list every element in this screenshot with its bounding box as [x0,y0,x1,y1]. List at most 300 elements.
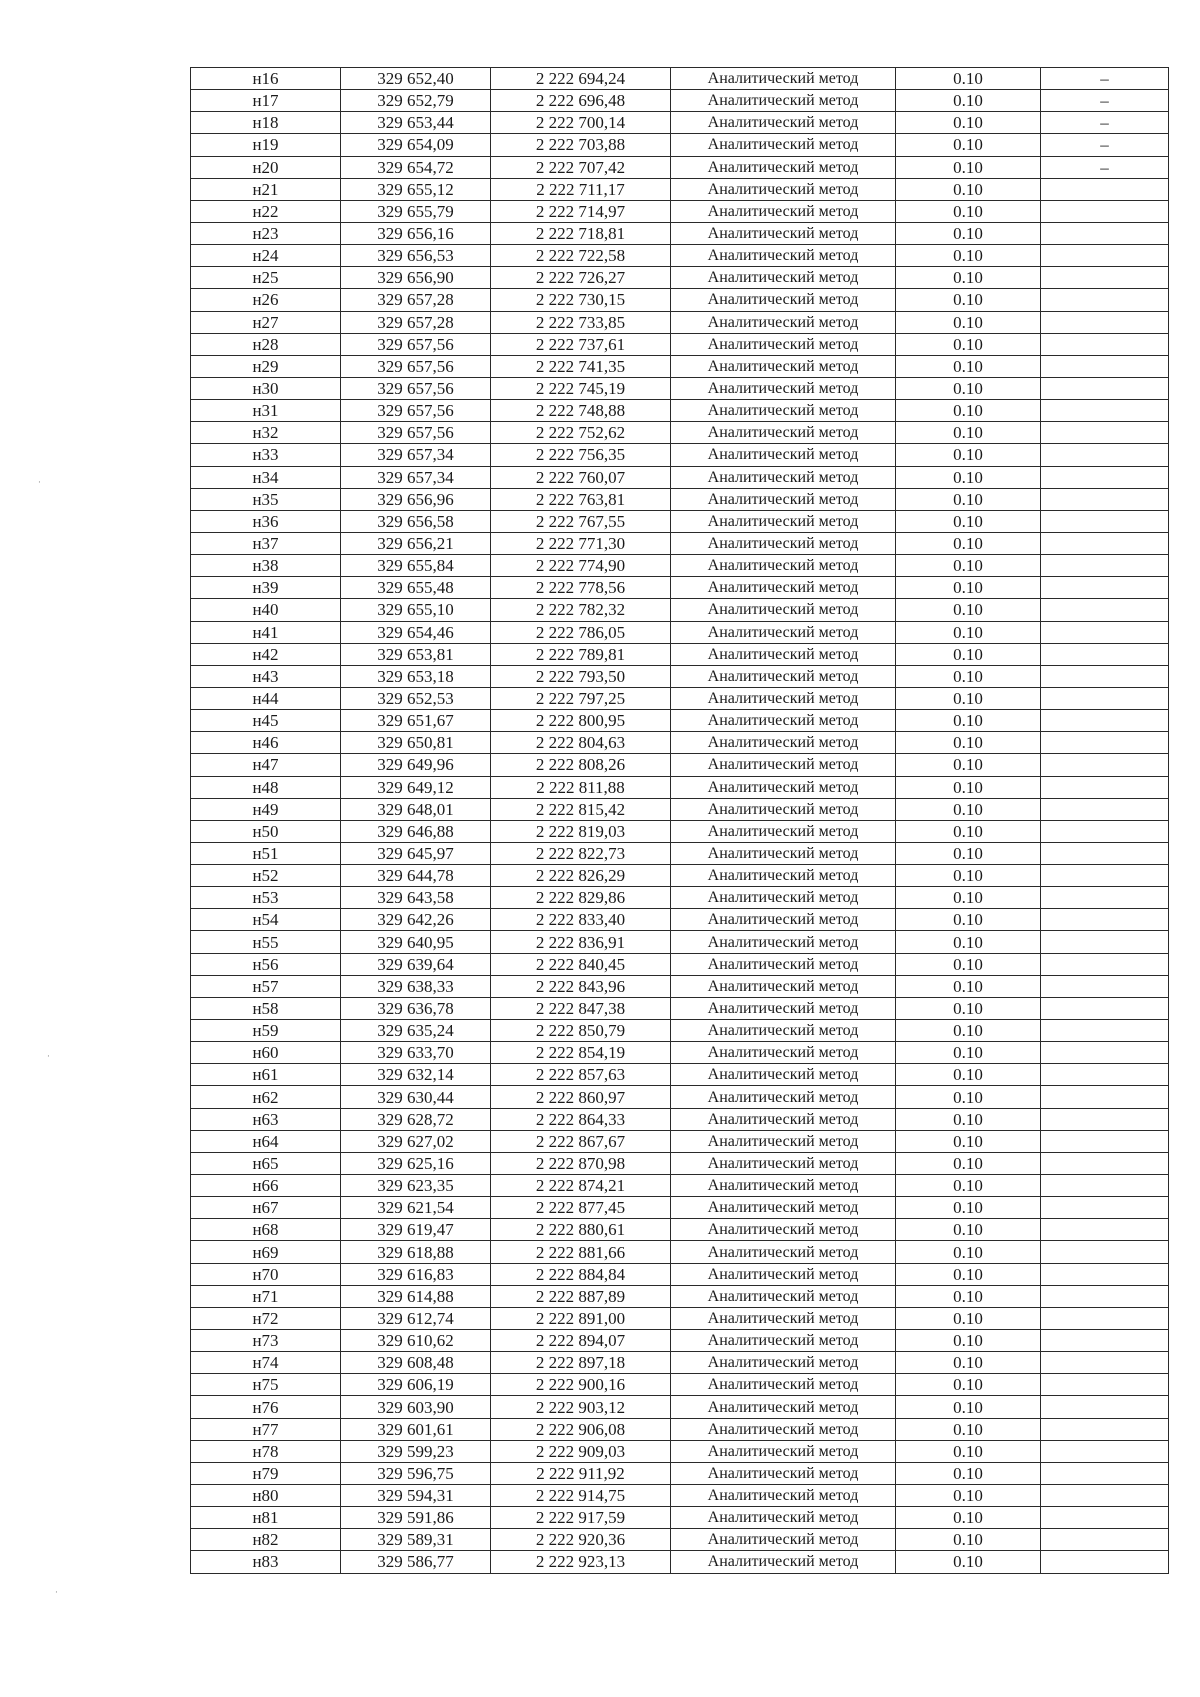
table-row [191,887,1169,909]
accuracy-cell: 0.10 [896,400,1041,422]
table-row [191,488,1169,510]
accuracy-cell: 0.10 [896,178,1041,200]
table-row [191,1219,1169,1241]
note-cell [1041,577,1169,599]
x-coordinate-cell: 329 652,40 [341,68,491,90]
accuracy-cell: 0.10 [896,1440,1041,1462]
point-number-cell: н54 [191,909,341,931]
table-row [191,865,1169,887]
accuracy-cell: 0.10 [896,355,1041,377]
x-coordinate-cell: 329 653,44 [341,112,491,134]
x-coordinate-cell: 329 657,56 [341,377,491,399]
method-cell: Аналитический метод [671,820,896,842]
point-number-cell: н17 [191,90,341,112]
x-coordinate-cell: 329 636,78 [341,997,491,1019]
x-coordinate-cell: 329 627,02 [341,1130,491,1152]
point-number-cell: н21 [191,178,341,200]
x-coordinate-cell: 329 656,90 [341,267,491,289]
note-cell [1041,289,1169,311]
x-coordinate-cell: 329 655,10 [341,599,491,621]
y-coordinate-cell: 2 222 881,66 [491,1241,671,1263]
x-coordinate-cell: 329 655,84 [341,555,491,577]
point-number-cell: н46 [191,732,341,754]
point-number-cell: н65 [191,1152,341,1174]
point-number-cell: н38 [191,555,341,577]
accuracy-cell: 0.10 [896,1152,1041,1174]
y-coordinate-cell: 2 222 840,45 [491,953,671,975]
x-coordinate-cell: 329 610,62 [341,1330,491,1352]
note-cell [1041,1086,1169,1108]
method-cell: Аналитический метод [671,355,896,377]
note-cell [1041,267,1169,289]
y-coordinate-cell: 2 222 923,13 [491,1551,671,1573]
point-number-cell: н76 [191,1396,341,1418]
x-coordinate-cell: 329 657,28 [341,311,491,333]
note-cell [1041,754,1169,776]
table-row [191,333,1169,355]
accuracy-cell: 0.10 [896,643,1041,665]
x-coordinate-cell: 329 640,95 [341,931,491,953]
method-cell: Аналитический метод [671,1152,896,1174]
method-cell: Аналитический метод [671,776,896,798]
method-cell: Аналитический метод [671,1396,896,1418]
accuracy-cell: 0.10 [896,621,1041,643]
note-cell [1041,1529,1169,1551]
note-cell [1041,333,1169,355]
accuracy-cell: 0.10 [896,488,1041,510]
point-number-cell: н56 [191,953,341,975]
x-coordinate-cell: 329 603,90 [341,1396,491,1418]
method-cell: Аналитический метод [671,311,896,333]
accuracy-cell: 0.10 [896,134,1041,156]
note-cell: – [1041,156,1169,178]
method-cell: Аналитический метод [671,1175,896,1197]
accuracy-cell: 0.10 [896,532,1041,554]
table-row [191,555,1169,577]
accuracy-cell: 0.10 [896,1064,1041,1086]
table-row [191,842,1169,864]
point-number-cell: н64 [191,1130,341,1152]
y-coordinate-cell: 2 222 800,95 [491,710,671,732]
accuracy-cell: 0.10 [896,710,1041,732]
y-coordinate-cell: 2 222 847,38 [491,997,671,1019]
y-coordinate-cell: 2 222 914,75 [491,1485,671,1507]
y-coordinate-cell: 2 222 703,88 [491,134,671,156]
y-coordinate-cell: 2 222 752,62 [491,422,671,444]
point-number-cell: н36 [191,510,341,532]
note-cell [1041,1551,1169,1573]
accuracy-cell: 0.10 [896,289,1041,311]
note-cell [1041,488,1169,510]
y-coordinate-cell: 2 222 822,73 [491,842,671,864]
accuracy-cell: 0.10 [896,68,1041,90]
method-cell: Аналитический метод [671,599,896,621]
y-coordinate-cell: 2 222 857,63 [491,1064,671,1086]
point-number-cell: н66 [191,1175,341,1197]
note-cell [1041,953,1169,975]
table-row [191,621,1169,643]
table-row [191,909,1169,931]
table-row [191,820,1169,842]
table-row [191,1175,1169,1197]
table-row [191,400,1169,422]
accuracy-cell: 0.10 [896,466,1041,488]
table-row [191,245,1169,267]
y-coordinate-cell: 2 222 897,18 [491,1352,671,1374]
x-coordinate-cell: 329 633,70 [341,1042,491,1064]
table-row [191,134,1169,156]
note-cell [1041,798,1169,820]
y-coordinate-cell: 2 222 760,07 [491,466,671,488]
note-cell [1041,1418,1169,1440]
accuracy-cell: 0.10 [896,599,1041,621]
accuracy-cell: 0.10 [896,1352,1041,1374]
point-number-cell: н69 [191,1241,341,1263]
method-cell: Аналитический метод [671,1462,896,1484]
point-number-cell: н25 [191,267,341,289]
point-number-cell: н49 [191,798,341,820]
point-number-cell: н31 [191,400,341,422]
y-coordinate-cell: 2 222 756,35 [491,444,671,466]
method-cell: Аналитический метод [671,665,896,687]
point-number-cell: н75 [191,1374,341,1396]
x-coordinate-cell: 329 635,24 [341,1020,491,1042]
x-coordinate-cell: 329 596,75 [341,1462,491,1484]
table-row [191,1307,1169,1329]
x-coordinate-cell: 329 606,19 [341,1374,491,1396]
accuracy-cell: 0.10 [896,1263,1041,1285]
point-number-cell: н30 [191,377,341,399]
scan-speck: · [38,478,41,488]
point-number-cell: н67 [191,1197,341,1219]
point-number-cell: н41 [191,621,341,643]
table-row [191,732,1169,754]
y-coordinate-cell: 2 222 714,97 [491,200,671,222]
point-number-cell: н47 [191,754,341,776]
y-coordinate-cell: 2 222 741,35 [491,355,671,377]
accuracy-cell: 0.10 [896,732,1041,754]
point-number-cell: н62 [191,1086,341,1108]
table-row [191,156,1169,178]
method-cell: Аналитический метод [671,1020,896,1042]
method-cell: Аналитический метод [671,1529,896,1551]
x-coordinate-cell: 329 649,12 [341,776,491,798]
point-number-cell: н58 [191,997,341,1019]
point-number-cell: н44 [191,687,341,709]
note-cell [1041,1108,1169,1130]
note-cell [1041,510,1169,532]
x-coordinate-cell: 329 586,77 [341,1551,491,1573]
x-coordinate-cell: 329 591,86 [341,1507,491,1529]
y-coordinate-cell: 2 222 718,81 [491,222,671,244]
method-cell: Аналитический метод [671,245,896,267]
y-coordinate-cell: 2 222 789,81 [491,643,671,665]
y-coordinate-cell: 2 222 887,89 [491,1285,671,1307]
point-number-cell: н40 [191,599,341,621]
x-coordinate-cell: 329 608,48 [341,1352,491,1374]
note-cell [1041,687,1169,709]
y-coordinate-cell: 2 222 864,33 [491,1108,671,1130]
note-cell [1041,1130,1169,1152]
method-cell: Аналитический метод [671,267,896,289]
x-coordinate-cell: 329 652,53 [341,687,491,709]
table-row [191,422,1169,444]
method-cell: Аналитический метод [671,134,896,156]
accuracy-cell: 0.10 [896,909,1041,931]
table-row [191,222,1169,244]
accuracy-cell: 0.10 [896,1462,1041,1484]
method-cell: Аналитический метод [671,1086,896,1108]
x-coordinate-cell: 329 656,21 [341,532,491,554]
x-coordinate-cell: 329 656,58 [341,510,491,532]
accuracy-cell: 0.10 [896,1086,1041,1108]
accuracy-cell: 0.10 [896,245,1041,267]
accuracy-cell: 0.10 [896,510,1041,532]
x-coordinate-cell: 329 657,28 [341,289,491,311]
table-row [191,1285,1169,1307]
point-number-cell: н82 [191,1529,341,1551]
note-cell [1041,1440,1169,1462]
table-row [191,1352,1169,1374]
y-coordinate-cell: 2 222 891,00 [491,1307,671,1329]
point-number-cell: н72 [191,1307,341,1329]
method-cell: Аналитический метод [671,222,896,244]
method-cell: Аналитический метод [671,422,896,444]
x-coordinate-cell: 329 653,18 [341,665,491,687]
point-number-cell: н73 [191,1330,341,1352]
accuracy-cell: 0.10 [896,1219,1041,1241]
x-coordinate-cell: 329 649,96 [341,754,491,776]
accuracy-cell: 0.10 [896,1374,1041,1396]
x-coordinate-cell: 329 656,96 [341,488,491,510]
method-cell: Аналитический метод [671,1330,896,1352]
x-coordinate-cell: 329 601,61 [341,1418,491,1440]
x-coordinate-cell: 329 657,34 [341,444,491,466]
accuracy-cell: 0.10 [896,975,1041,997]
accuracy-cell: 0.10 [896,377,1041,399]
y-coordinate-cell: 2 222 900,16 [491,1374,671,1396]
table-row [191,1152,1169,1174]
note-cell [1041,1263,1169,1285]
y-coordinate-cell: 2 222 843,96 [491,975,671,997]
y-coordinate-cell: 2 222 819,03 [491,820,671,842]
point-number-cell: н24 [191,245,341,267]
point-number-cell: н52 [191,865,341,887]
note-cell [1041,555,1169,577]
point-number-cell: н71 [191,1285,341,1307]
note-cell [1041,909,1169,931]
point-number-cell: н59 [191,1020,341,1042]
note-cell [1041,1307,1169,1329]
method-cell: Аналитический метод [671,488,896,510]
y-coordinate-cell: 2 222 726,27 [491,267,671,289]
note-cell [1041,842,1169,864]
table-row [191,1462,1169,1484]
y-coordinate-cell: 2 222 767,55 [491,510,671,532]
note-cell [1041,1175,1169,1197]
accuracy-cell: 0.10 [896,311,1041,333]
point-number-cell: н83 [191,1551,341,1573]
note-cell [1041,1330,1169,1352]
table-row [191,1042,1169,1064]
point-number-cell: н23 [191,222,341,244]
point-number-cell: н57 [191,975,341,997]
note-cell [1041,1285,1169,1307]
accuracy-cell: 0.10 [896,112,1041,134]
y-coordinate-cell: 2 222 860,97 [491,1086,671,1108]
note-cell [1041,245,1169,267]
note-cell [1041,1152,1169,1174]
note-cell [1041,887,1169,909]
method-cell: Аналитический метод [671,1418,896,1440]
method-cell: Аналитический метод [671,710,896,732]
table-row [191,1241,1169,1263]
point-number-cell: н33 [191,444,341,466]
y-coordinate-cell: 2 222 700,14 [491,112,671,134]
x-coordinate-cell: 329 657,56 [341,400,491,422]
point-number-cell: н39 [191,577,341,599]
note-cell [1041,178,1169,200]
point-number-cell: н48 [191,776,341,798]
accuracy-cell: 0.10 [896,754,1041,776]
method-cell: Аналитический метод [671,1285,896,1307]
x-coordinate-cell: 329 630,44 [341,1086,491,1108]
note-cell [1041,1020,1169,1042]
note-cell [1041,1374,1169,1396]
y-coordinate-cell: 2 222 737,61 [491,333,671,355]
point-number-cell: н42 [191,643,341,665]
note-cell [1041,621,1169,643]
table-row [191,289,1169,311]
y-coordinate-cell: 2 222 722,58 [491,245,671,267]
x-coordinate-cell: 329 652,79 [341,90,491,112]
method-cell: Аналитический метод [671,178,896,200]
y-coordinate-cell: 2 222 826,29 [491,865,671,887]
y-coordinate-cell: 2 222 906,08 [491,1418,671,1440]
accuracy-cell: 0.10 [896,865,1041,887]
y-coordinate-cell: 2 222 694,24 [491,68,671,90]
table-row [191,599,1169,621]
point-number-cell: н26 [191,289,341,311]
x-coordinate-cell: 329 638,33 [341,975,491,997]
method-cell: Аналитический метод [671,1307,896,1329]
accuracy-cell: 0.10 [896,931,1041,953]
note-cell [1041,1352,1169,1374]
table-row [191,798,1169,820]
accuracy-cell: 0.10 [896,687,1041,709]
x-coordinate-cell: 329 651,67 [341,710,491,732]
table-row [191,1374,1169,1396]
accuracy-cell: 0.10 [896,1307,1041,1329]
note-cell [1041,997,1169,1019]
note-cell [1041,710,1169,732]
x-coordinate-cell: 329 621,54 [341,1197,491,1219]
y-coordinate-cell: 2 222 733,85 [491,311,671,333]
y-coordinate-cell: 2 222 786,05 [491,621,671,643]
accuracy-cell: 0.10 [896,1551,1041,1573]
table-row [191,931,1169,953]
point-number-cell: н79 [191,1462,341,1484]
method-cell: Аналитический метод [671,90,896,112]
method-cell: Аналитический метод [671,400,896,422]
x-coordinate-cell: 329 654,46 [341,621,491,643]
note-cell [1041,643,1169,665]
method-cell: Аналитический метод [671,621,896,643]
table-row [191,90,1169,112]
accuracy-cell: 0.10 [896,1241,1041,1263]
method-cell: Аналитический метод [671,931,896,953]
method-cell: Аналитический метод [671,1219,896,1241]
method-cell: Аналитический метод [671,289,896,311]
method-cell: Аналитический метод [671,555,896,577]
accuracy-cell: 0.10 [896,422,1041,444]
accuracy-cell: 0.10 [896,1418,1041,1440]
note-cell [1041,532,1169,554]
method-cell: Аналитический метод [671,687,896,709]
x-coordinate-cell: 329 644,78 [341,865,491,887]
x-coordinate-cell: 329 645,97 [341,842,491,864]
method-cell: Аналитический метод [671,1108,896,1130]
point-number-cell: н16 [191,68,341,90]
y-coordinate-cell: 2 222 815,42 [491,798,671,820]
table-row [191,1440,1169,1462]
table-row [191,776,1169,798]
note-cell [1041,975,1169,997]
table-row [191,532,1169,554]
note-cell [1041,1042,1169,1064]
note-cell [1041,1507,1169,1529]
y-coordinate-cell: 2 222 903,12 [491,1396,671,1418]
accuracy-cell: 0.10 [896,842,1041,864]
y-coordinate-cell: 2 222 920,36 [491,1529,671,1551]
method-cell: Аналитический метод [671,1440,896,1462]
method-cell: Аналитический метод [671,112,896,134]
accuracy-cell: 0.10 [896,1042,1041,1064]
table-row [191,311,1169,333]
note-cell [1041,1396,1169,1418]
table-row [191,975,1169,997]
accuracy-cell: 0.10 [896,90,1041,112]
x-coordinate-cell: 329 650,81 [341,732,491,754]
x-coordinate-cell: 329 656,53 [341,245,491,267]
coordinates-table [190,67,1169,1574]
y-coordinate-cell: 2 222 909,03 [491,1440,671,1462]
point-number-cell: н18 [191,112,341,134]
y-coordinate-cell: 2 222 763,81 [491,488,671,510]
point-number-cell: н37 [191,532,341,554]
table-row [191,577,1169,599]
method-cell: Аналитический метод [671,200,896,222]
table-row [191,1064,1169,1086]
y-coordinate-cell: 2 222 877,45 [491,1197,671,1219]
method-cell: Аналитический метод [671,1064,896,1086]
table-row [191,377,1169,399]
accuracy-cell: 0.10 [896,1197,1041,1219]
table-row [191,1330,1169,1352]
note-cell [1041,776,1169,798]
x-coordinate-cell: 329 657,56 [341,422,491,444]
accuracy-cell: 0.10 [896,820,1041,842]
table-row [191,687,1169,709]
note-cell [1041,865,1169,887]
y-coordinate-cell: 2 222 836,91 [491,931,671,953]
table-row [191,1086,1169,1108]
method-cell: Аналитический метод [671,1197,896,1219]
x-coordinate-cell: 329 657,56 [341,333,491,355]
method-cell: Аналитический метод [671,444,896,466]
note-cell: – [1041,134,1169,156]
y-coordinate-cell: 2 222 870,98 [491,1152,671,1174]
